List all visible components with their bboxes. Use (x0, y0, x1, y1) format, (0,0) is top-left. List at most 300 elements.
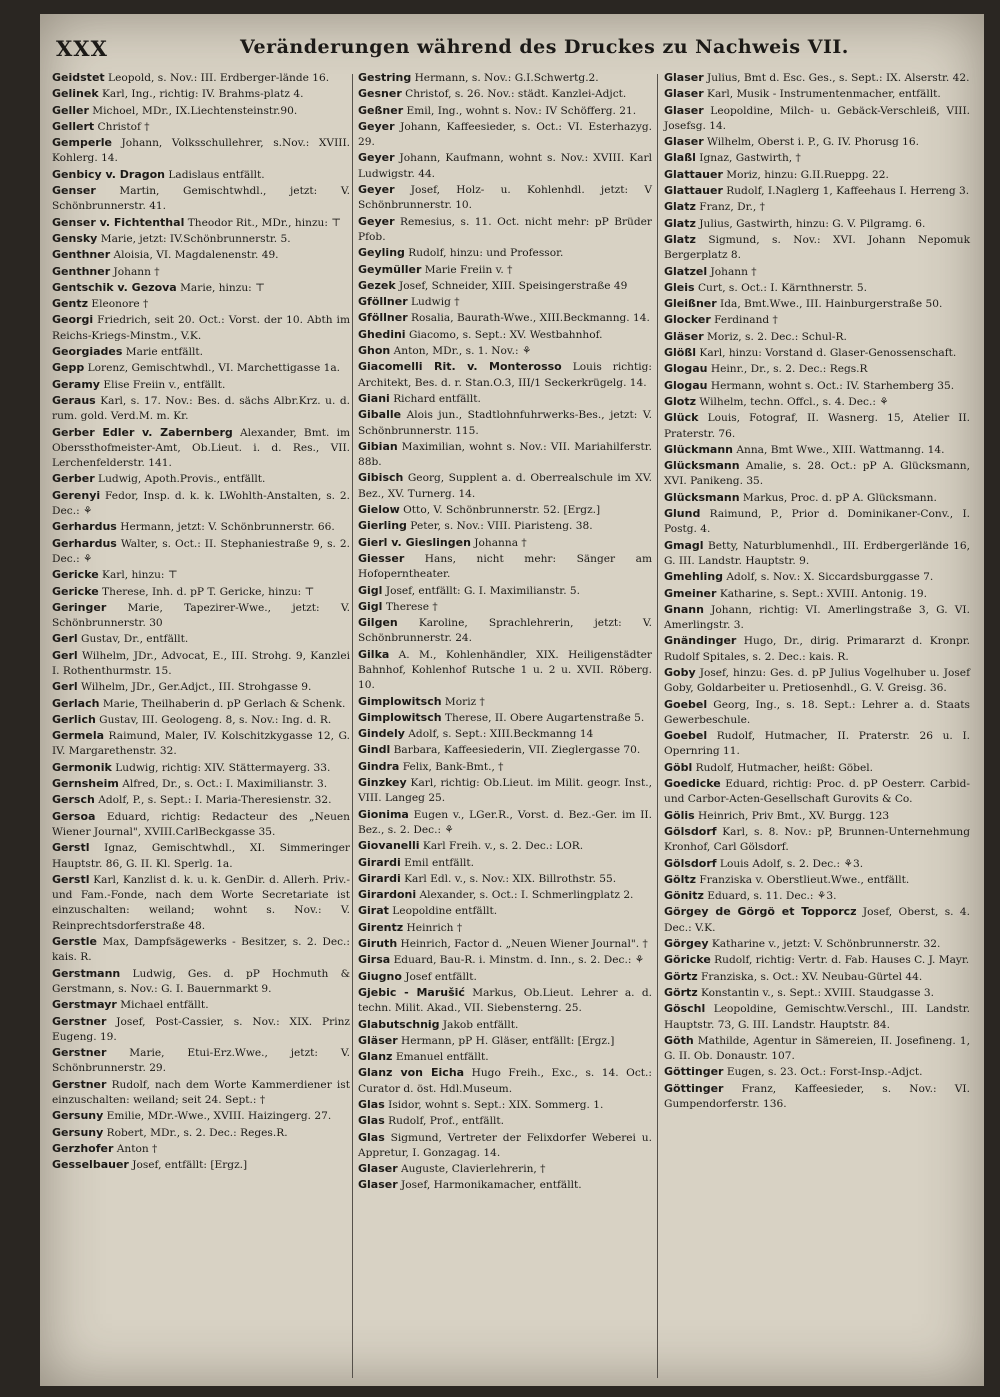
entry-surname: Gionima (358, 807, 409, 821)
entry-details: Josef, Schneider, XIII. Speisingerstraße 49 (395, 279, 628, 292)
entry-details: Marie Freiin v. † (421, 263, 513, 276)
entry-details: Katharine v., jetzt: V. Schönbrunnerstr. 32. (708, 938, 941, 951)
directory-entry (358, 119, 652, 151)
entry-details: Anna, Bmt Wwe., XIII. Wattmanng. 14. (733, 443, 945, 456)
entry-surname: Georgiades (52, 345, 123, 359)
directory-entry (664, 904, 970, 936)
directory-entry (358, 807, 652, 839)
entry-surname: Gerzhofer (52, 1141, 114, 1155)
entry-surname: Gestring (358, 71, 412, 84)
entry-details: Marie, Etui-Erz.Wwe., jetzt: V. Schönbrunnerstr. 29. (52, 1047, 350, 1075)
directory-entry (52, 1141, 350, 1157)
entry-details: Wilhelm, JDr., Advocat, E., III. Strohg. 9, Kanzlei I. Rothenthurmstr. 15. (52, 649, 350, 677)
entry-surname: Gilka (358, 647, 390, 661)
directory-entry (52, 776, 350, 792)
entry-surname: Gesselbauer (52, 1158, 129, 1172)
entry-details: Rudolf, Hutmacher, heißt: Göbel. (692, 761, 873, 774)
directory-entry (52, 231, 350, 247)
entry-surname: Ghedini (358, 327, 406, 341)
directory-entry (358, 1049, 652, 1065)
entry-details: Barbara, Kaffeesiederin, VII. Zieglergasse 70. (390, 744, 641, 757)
entry-details: Karoline, Sprachlehrerin, jetzt: V. Schönbrunnerstr. 24. (358, 617, 652, 645)
entry-surname: Giballe (358, 408, 402, 422)
entry-surname: Gläser (664, 329, 704, 343)
directory-entry (358, 920, 652, 936)
entry-surname: Gepp (52, 361, 85, 375)
entry-surname: Gföllner (358, 311, 408, 325)
entry-surname: Girardi (358, 855, 401, 869)
entry-details: Eduard, s. 11. Dec.: ⚘3. (703, 890, 837, 903)
entry-surname: Glück (664, 411, 699, 425)
entry-surname: Göttinger (664, 1081, 724, 1095)
directory-entry (664, 985, 970, 1001)
entry-surname: Gmehling (664, 570, 724, 584)
entry-surname: Gerstner (52, 1014, 107, 1028)
entry-surname: Gericke (52, 584, 99, 598)
directory-entry (358, 1161, 652, 1177)
entry-details: Franziska, s. Oct.: XV. Neubau-Gürtel 44. (697, 970, 923, 983)
entry-surname: Geringer (52, 600, 107, 614)
directory-entry (52, 280, 350, 296)
entry-surname: Glaßl (664, 151, 696, 165)
entry-surname: Giesser (358, 551, 405, 565)
entry-surname: Ghon (358, 344, 391, 358)
entry-details: Julius, Gastwirth, hinzu: G. V. Pilgramg. 6. (695, 217, 926, 230)
entry-surname: Giovanelli (358, 839, 420, 853)
entry-details: Wilhelm, JDr., Ger.Adjct., III. Strohgasse 9. (77, 681, 312, 694)
directory-entry (52, 966, 350, 998)
entry-details: Peter, s. Nov.: VIII. Piaristeng. 38. (406, 520, 593, 533)
entry-details: Louis richtig: Architekt, Bes. d. r. Stan.O.3, III/1 Seckerkrügelg. 14. (358, 361, 652, 389)
entry-details: Alois jun., Stadtlohnfuhrwerks-Bes., jetzt: V. Schönbrunnerstr. 115. (358, 409, 652, 437)
entry-surname: Goebel (664, 729, 708, 743)
entry-surname: Gensky (52, 231, 98, 245)
column-3 (664, 70, 970, 1112)
directory-entry (664, 86, 970, 102)
entry-surname: Göschl (664, 1002, 706, 1016)
entry-surname: Gföllner (358, 295, 408, 309)
entry-details: Christof, s. 26. Nov.: städt. Kanzlei-Adjct. (401, 88, 627, 101)
directory-entry (664, 760, 970, 776)
entry-details: Leopoldine entfällt. (388, 905, 498, 918)
entry-surname: Geyer (358, 119, 395, 133)
directory-entry (52, 1045, 350, 1077)
entry-details: Felix, Bank-Bmt., † (399, 760, 504, 773)
entry-details: Josef, Oberst, s. 4. Dec.: V.K. (664, 906, 970, 934)
directory-entry (664, 442, 970, 458)
directory-entry (358, 903, 652, 919)
entry-details: Hermann, jetzt: V. Schönbrunnerstr. 66. (116, 521, 335, 534)
directory-entry (52, 183, 350, 215)
entry-details: Robert, MDr., s. 2. Dec.: Reges.R. (103, 1126, 288, 1139)
entry-surname: Gerber (52, 472, 95, 486)
directory-entry (52, 471, 350, 487)
entry-details: Louis Adolf, s. 2. Dec.: ⚘3. (716, 857, 864, 870)
entry-details: Emilie, MDr.-Wwe., XVIII. Haizingerg. 27. (103, 1110, 332, 1123)
directory-entry (664, 134, 970, 150)
entry-surname: Gerl (52, 680, 78, 694)
directory-entry (664, 458, 970, 490)
directory-entry (664, 1081, 970, 1113)
directory-entry (358, 710, 652, 726)
entry-details: Hugo, Dr., dirig. Primararzt d. Kronpr. Rudolf Spitales, s. 2. Dec.: kais. R. (664, 635, 970, 663)
entry-details: Mathilde, Agentur in Sämereien, II. Josefineng. 1, G. II. Ob. Donaustr. 107. (664, 1034, 970, 1063)
directory-entry (664, 394, 970, 410)
entry-surname: Glatz (664, 216, 696, 230)
entry-details: Therese, II. Obere Augartenstraße 5. (441, 711, 645, 724)
directory-entry (52, 712, 350, 728)
entry-surname: Gigl (358, 599, 383, 613)
page-number: XXX (56, 36, 108, 61)
directory-entry (664, 1064, 970, 1080)
entry-surname: Glaser (664, 103, 704, 117)
directory-entry (664, 329, 970, 345)
entry-details: Wilhelm, Oberst i. P., G. IV. Phorusg 16. (703, 136, 920, 149)
entry-details: Therese † (382, 600, 438, 613)
entry-surname: Genser (52, 184, 96, 198)
entry-details: Anton, MDr., s. 1. Nov.: ⚘ (390, 345, 532, 358)
entry-surname: Görgey de Görgö et Topporcz (664, 905, 857, 919)
directory-entry (664, 490, 970, 506)
directory-entry (664, 569, 970, 585)
entry-surname: Glas (358, 1114, 385, 1128)
entry-surname: Giani (358, 391, 390, 405)
entry-details: Karl, hinzu: Vorstand d. Glaser-Genossenschaft. (696, 347, 957, 360)
page-header (52, 36, 974, 66)
directory-entry (52, 488, 350, 520)
directory-entry (664, 1001, 970, 1033)
entry-details: Hermann, wohnt s. Oct.: IV. Starhemberg 35. (707, 379, 955, 392)
entry-surname: Glatz (664, 232, 696, 246)
directory-entry (52, 696, 350, 712)
entry-details: Georg, Supplent a. d. Oberrealschule im XV. Bez., XV. Turnerg. 14. (358, 472, 652, 500)
directory-entry (52, 567, 350, 583)
entry-surname: Glattauer (664, 167, 723, 181)
entry-surname: Goby (664, 665, 696, 679)
directory-entry (358, 726, 652, 742)
directory-entry (358, 615, 652, 647)
entry-surname: Gelinek (52, 87, 99, 101)
entry-details: Elise Freiin v., entfällt. (99, 378, 226, 391)
entry-details: Eugen v., LGer.R., Vorst. d. Bez.-Ger. im II. Bez., s. 2. Dec.: ⚘ (358, 808, 652, 836)
entry-details: Eduard, richtig: Proc. d. pP Oesterr. Carbid- und Carbor-Acten-Gesellschaft Gurovits & Co. (664, 778, 970, 806)
entry-details: Therese, Inh. d. pP T. Gericke, hinzu: ⊤ (98, 585, 315, 598)
entry-details: Johann, richtig: VI. Amerlingstraße 3, G. VI. Amerlingstr. 3. (664, 603, 970, 632)
directory-entry (358, 70, 652, 86)
entry-details: Raimund, P., Prior d. Dominikaner-Conv., I. Postg. 4. (664, 508, 970, 536)
entry-details: Karl, richtig: Ob.Lieut. im Milit. geogr. Inst., VIII. Langeg 25. (358, 777, 652, 805)
entry-surname: Gentz (52, 297, 88, 311)
page-title: Veränderungen während des Druckes zu Nachweis VII. (240, 36, 849, 58)
entry-details: Adolf, s. Sept.: XIII.Beckmanng 14 (404, 728, 594, 741)
entry-surname: Gellert (52, 119, 95, 133)
entry-details: Anton † (113, 1142, 158, 1155)
directory-entry (358, 583, 652, 599)
entry-details: Gustav, Dr., entfällt. (77, 633, 189, 646)
entry-surname: Geyer (358, 151, 395, 165)
entry-details: Karl Edl. v., s. Nov.: XIX. Billrothstr. 55. (400, 872, 617, 885)
entry-surname: Glas (358, 1098, 385, 1111)
directory-entry (358, 1033, 652, 1049)
directory-entry (52, 425, 350, 472)
entry-surname: Gerenyi (52, 488, 101, 502)
directory-entry (664, 296, 970, 312)
entry-surname: Gersuny (52, 1109, 104, 1123)
directory-entry (52, 1125, 350, 1141)
entry-details: Otto, V. Schönbrunnerstr. 52. [Ergz.] (399, 504, 601, 517)
entry-surname: Gielow (358, 503, 400, 517)
entry-surname: Gölsdorf (664, 824, 717, 838)
entry-details: Alfred, Dr., s. Oct.: I. Maximilianstr. 3. (118, 778, 328, 791)
entry-details: Eduard, Bau-R. i. Minstm. d. Inn., s. 2. Dec.: ⚘ (390, 954, 645, 967)
entry-details: Franz, Dr., † (695, 201, 765, 214)
directory-entry (358, 535, 652, 551)
entry-details: Karl, Kanzlist d. k. u. k. GenDir. d. Allerh. Priv.- und Fam.-Fonde, nach dem Worte Secretariate ist einzuschalten: weiland; wohnt s. Nov.: V. Reinprechtsdorferstraße 48. (52, 873, 350, 932)
directory-entry (358, 1017, 652, 1033)
entry-surname: Glaser (664, 71, 704, 84)
directory-entry (664, 872, 970, 888)
entry-surname: Giugno (358, 969, 402, 983)
directory-entry (358, 1097, 652, 1113)
entry-surname: Glattauer (664, 184, 723, 198)
directory-entry (52, 103, 350, 119)
entry-surname: Gleis (664, 280, 695, 294)
entry-surname: Geraus (52, 393, 96, 407)
entry-details: Jakob entfällt. (439, 1018, 519, 1031)
entry-surname: Gernsheim (52, 777, 119, 791)
entry-surname: Gölis (664, 808, 695, 822)
directory-entry (52, 809, 350, 841)
entry-details: Wilhelm, techn. Offcl., s. 4. Dec.: ⚘ (696, 395, 889, 408)
column-2 (358, 70, 652, 1194)
entry-details: Hugo Freih., Exc., s. 14. Oct.: Curator d. öst. Hdl.Museum. (358, 1067, 652, 1095)
entry-details: Karl Freih. v., s. 2. Dec.: LOR. (419, 840, 584, 853)
directory-entry (358, 775, 652, 807)
directory-entry (664, 232, 970, 264)
entry-details: Josef, hinzu: Ges. d. pP Julius Vogelhuber u. Josef Goby, Goldarbeiter u. Pretiosenhdl., G. V. Greisg. 36. (664, 666, 970, 695)
entry-details: Adolf, P., s. Sept.: I. Maria-Theresienstr. 32. (94, 794, 332, 807)
entry-surname: Göbl (664, 760, 693, 774)
entry-surname: Geramy (52, 377, 100, 391)
entry-surname: Goebel (664, 697, 708, 711)
directory-entry (358, 182, 652, 214)
directory-entry (664, 199, 970, 215)
directory-entry (664, 824, 970, 856)
directory-entry (52, 167, 350, 183)
directory-entry (52, 584, 350, 600)
entry-surname: Glund (664, 507, 701, 521)
entry-surname: Glocker (664, 313, 711, 327)
directory-entry (664, 361, 970, 377)
entry-details: Raimund, Maler, IV. Kolschitzkygasse 12, G. IV. Margarethenstr. 32. (52, 730, 350, 758)
directory-entry (52, 872, 350, 934)
entry-details: Rosalia, Baurath-Wwe., XIII.Beckmanng. 14. (407, 312, 650, 325)
entry-surname: Geyling (358, 246, 405, 260)
entry-details: Christof † (94, 120, 150, 133)
directory-entry (52, 393, 350, 425)
directory-entry (52, 997, 350, 1013)
entry-surname: Geymüller (358, 262, 422, 276)
directory-entry (358, 310, 652, 326)
entry-surname: Gjebic - Marušić (358, 985, 465, 999)
directory-entry (664, 728, 970, 760)
entry-details: Ludwig † (407, 296, 460, 309)
column-divider (352, 74, 353, 1378)
entry-details: Ludwig, richtig: XIV. Stättermayerg. 33. (111, 761, 331, 774)
entry-surname: Geller (52, 103, 89, 117)
entry-details: Markus, Ob.Lieut. Lehrer a. d. techn. Milit. Akad., VII. Siebensterng. 25. (358, 986, 652, 1015)
entry-details: Martin, Gemischtwhdl., jetzt: V. Schönbrunnerstr. 41. (52, 185, 350, 213)
entry-details: Moriz, hinzu: G.II.Rueppg. 22. (722, 168, 889, 181)
entry-surname: Gönitz (664, 889, 704, 903)
entry-details: Rudolf, Hutmacher, II. Praterstr. 26 u. I. Opernring 11. (664, 730, 970, 758)
directory-entry (52, 215, 350, 231)
entry-details: Marie entfällt. (122, 346, 204, 359)
directory-entry (358, 150, 652, 182)
entry-details: Walter, s. Oct.: II. Stephaniestraße 9, s. 2. Dec.: ⚘ (52, 537, 350, 565)
entry-details: Heinr., Dr., s. 2. Dec.: Regs.R (707, 363, 868, 376)
entry-details: Alexander, s. Oct.: I. Schmerlingplatz 2. (416, 889, 634, 902)
entry-details: Leopoldine, Milch- u. Gebäck-Verschleiß, VIII. Josefsg. 14. (664, 104, 970, 132)
entry-surname: Gersuny (52, 1125, 104, 1139)
directory-entry (358, 391, 652, 407)
directory-entry (358, 1177, 652, 1193)
directory-entry (664, 952, 970, 968)
entry-details: Josef, Post-Cassier, s. Nov.: XIX. Prinz Eugeng. 19. (52, 1015, 350, 1043)
entry-details: Marie, Theilhaberin d. pP Gerlach & Schenk. (99, 697, 346, 710)
entry-surname: Gerlach (52, 696, 100, 710)
entry-details: Sigmund, s. Nov.: XVI. Johann Nepomuk Bergerplatz 8. (664, 233, 970, 262)
entry-details: Franz, Kaffeesieder, s. Nov.: VI. Gumpendorferstr. 136. (664, 1082, 970, 1110)
directory-entry (664, 1033, 970, 1065)
entry-details: Rudolf, I.Naglerg 1, Kaffeehaus I. Herreng 3. (722, 185, 970, 198)
entry-surname: Gläser (358, 1033, 398, 1047)
entry-details: Johann † (707, 265, 757, 278)
entry-surname: Geidstet (52, 71, 105, 84)
entry-details: Theodor Rit., MDr., hinzu: ⊤ (184, 216, 342, 229)
directory-entry (664, 264, 970, 280)
entry-surname: Gerl (52, 632, 78, 646)
entry-surname: Glogau (664, 378, 708, 392)
directory-entry (52, 519, 350, 535)
entry-surname: Gerhardus (52, 536, 117, 550)
directory-entry (358, 1113, 652, 1129)
entry-details: Georg, Ing., s. 18. Sept.: Lehrer a. d. Staats Gewerbeschule. (664, 698, 970, 726)
directory-entry (358, 327, 652, 343)
directory-entry (358, 518, 652, 534)
entry-details: Johann, Kaufmann, wohnt s. Nov.: XVIII. Karl Ludwigstr. 44. (358, 152, 652, 180)
directory-entry (664, 808, 970, 824)
directory-entry (52, 86, 350, 102)
entry-details: Julius, Bmt d. Esc. Ges., s. Sept.: IX. Alserstr. 42. (703, 72, 970, 84)
entry-details: Konstantin v., s. Sept.: XVIII. Staudgasse 3. (697, 986, 935, 999)
entry-details: Isidor, wohnt s. Sept.: XIX. Sommerg. 1. (384, 1099, 604, 1111)
entry-surname: Gericke (52, 568, 99, 582)
directory-entry (358, 838, 652, 854)
entry-surname: Giacomelli Rit. v. Monterosso (358, 360, 562, 374)
entry-surname: Girsa (358, 953, 391, 967)
entry-details: Michoel, MDr., IX.Liechtensteinstr.90. (88, 104, 298, 117)
directory-entry (664, 586, 970, 602)
entry-surname: Glaser (664, 87, 704, 101)
entry-surname: Glatzel (664, 264, 708, 278)
entry-surname: Gerl (52, 648, 78, 662)
directory-entry (664, 216, 970, 232)
entry-details: Marie, jetzt: IV.Schönbrunnerstr. 5. (97, 232, 291, 245)
entry-details: Aloisia, VI. Magdalenenstr. 49. (110, 249, 279, 262)
entry-details: Fedor, Insp. d. k. k. LWohlth-Anstalten, s. 2. Dec.: ⚘ (52, 489, 350, 518)
entry-surname: Gölsdorf (664, 856, 717, 870)
directory-entry (52, 247, 350, 263)
directory-entry (664, 312, 970, 328)
directory-entry (358, 969, 652, 985)
entry-details: Eduard, richtig: Redacteur des „Neuen Wiener Journal", XVIII.CarlBeckgasse 35. (52, 810, 350, 838)
entry-details: Adolf, s. Nov.: X. Siccardsburggasse 7. (723, 571, 934, 584)
directory-entry (358, 439, 652, 471)
directory-entry (358, 551, 652, 583)
entry-details: Rudolf, richtig: Vertr. d. Fab. Hauses C. J. Mayr. (710, 954, 970, 967)
entry-surname: Gibisch (358, 471, 404, 485)
entry-surname: Gmagl (664, 538, 704, 552)
entry-details: Ladislaus entfällt. (165, 168, 265, 181)
entry-surname: Glaser (358, 1162, 398, 1176)
entry-surname: Gezek (358, 278, 396, 292)
directory-entry (358, 647, 652, 694)
directory-entry (52, 312, 350, 344)
entry-details: Josef, Harmonikamacher, entfällt. (397, 1179, 582, 1192)
entry-surname: Gerstmann (52, 966, 121, 980)
entry-details: Johann † (110, 265, 160, 278)
entry-details: Moriz, s. 2. Dec.: Schul-R. (703, 330, 847, 343)
entry-details: Karl, s. 8. Nov.: pP, Brunnen-Unternehmung Kronhof, Carl Gölsdorf. (664, 825, 970, 854)
entry-details: Katharine, s. Sept.: XVIII. Antonig. 19. (716, 587, 927, 600)
entry-details: Ignaz, Gastwirth, † (695, 152, 801, 165)
directory-entry (358, 262, 652, 278)
entry-details: Gustav, III. Geologeng. 8, s. Nov.: Ing. d. R. (95, 713, 332, 726)
entry-details: Maximilian, wohnt s. Nov.: VII. Mariahilferstr. 88b. (358, 440, 652, 469)
entry-details: Karl, Musik - Instrumentenmacher, entfällt. (703, 88, 941, 101)
directory-entry (664, 776, 970, 808)
entry-surname: Ginzkey (358, 776, 407, 790)
entry-details: Heinrich † (403, 921, 463, 934)
entry-surname: Glanz von Eicha (358, 1066, 465, 1080)
entry-details: Eleonore † (87, 298, 149, 311)
directory-entry (358, 343, 652, 359)
entry-surname: Glücksmann (664, 459, 740, 473)
entry-details: Josef, entfällt: [Ergz.] (128, 1159, 248, 1172)
entry-surname: Geyer (358, 183, 395, 197)
entry-surname: Gersoa (52, 809, 96, 823)
entry-surname: Gilgen (358, 616, 398, 630)
entry-surname: Glaser (358, 1178, 398, 1192)
entry-surname: Goedicke (664, 777, 721, 791)
entry-surname: Görtz (664, 969, 698, 983)
entry-surname: Gerstle (52, 935, 97, 949)
entry-surname: Germela (52, 729, 105, 743)
directory-entry (52, 631, 350, 647)
entry-surname: Görtz (664, 985, 698, 999)
directory-entry (52, 119, 350, 135)
column-divider (657, 74, 658, 1378)
entry-details: Eugen, s. 23. Oct.: Forst-Insp.-Adjct. (723, 1066, 923, 1079)
entry-surname: Glanz (358, 1050, 393, 1064)
directory-entry (358, 599, 652, 615)
directory-entry (52, 536, 350, 568)
entry-surname: Gerlich (52, 712, 96, 726)
entry-surname: Gerstner (52, 1046, 107, 1060)
entry-surname: Gemperle (52, 136, 112, 150)
entry-details: Ludwig, Apoth.Provis., entfällt. (94, 473, 266, 486)
